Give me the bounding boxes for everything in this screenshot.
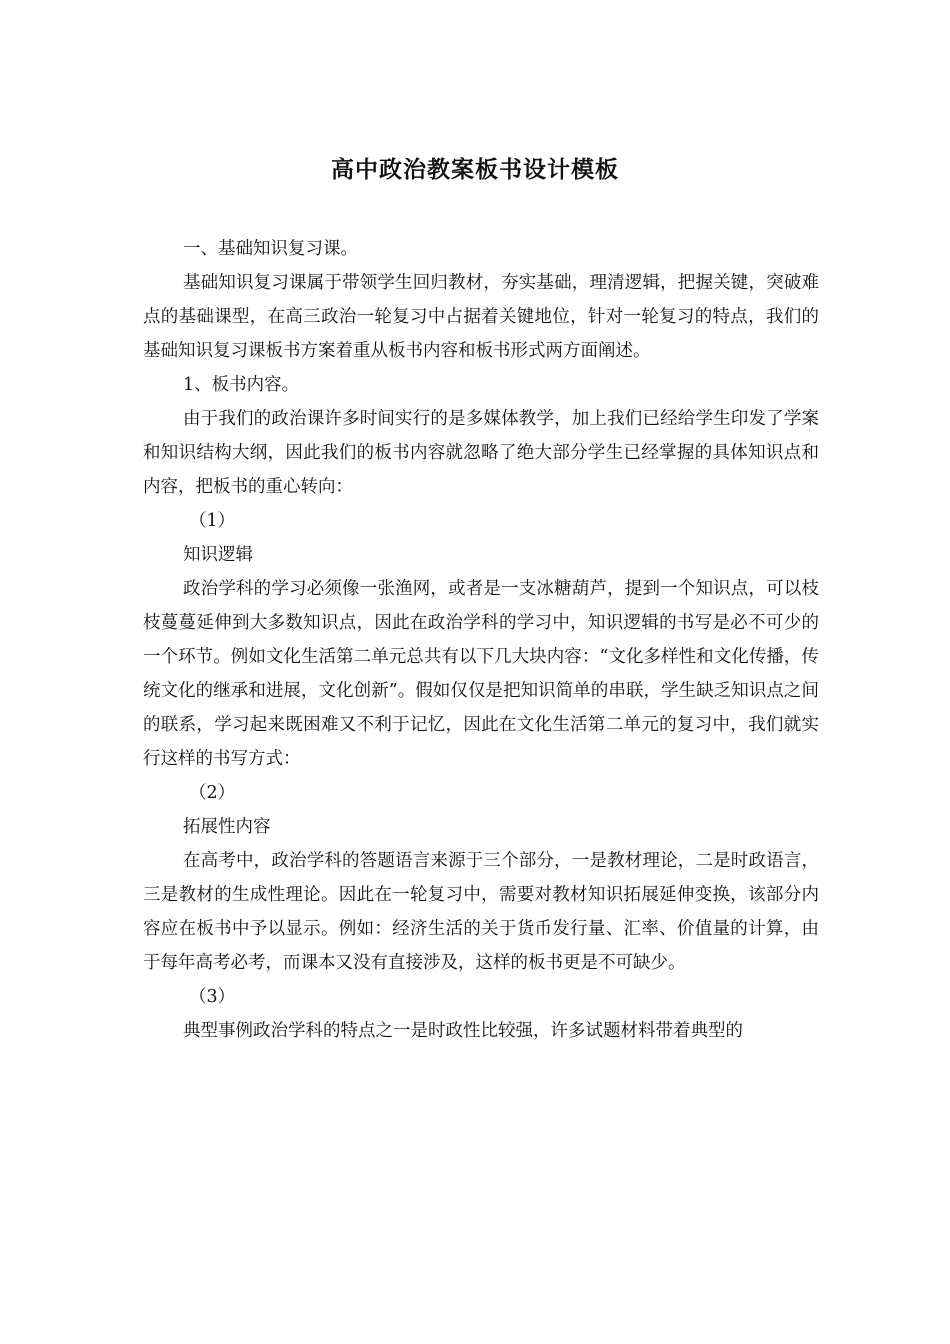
item-number-3: （3） <box>189 987 236 1007</box>
section-heading-review-class: 一、基础知识复习课。 <box>183 239 358 259</box>
document-title: 高中政治教案板书设计模板 <box>331 156 619 183</box>
paragraph-typical-examples: 典型事例政治学科的特点之一是时政性比较强，许多试题材料带着典型的 <box>183 1021 743 1041</box>
paragraph-board-content: 由于我们的政治课许多时间实行的是多媒体教学，加上我们已经给学生印发了学案和知识结构大纲，因此我们的板书内容就忽略了绝大部分学生已经掌握的具体知识点和内容，把板书的重心转向： <box>143 409 819 497</box>
item-number-2: （2） <box>189 783 236 803</box>
paragraph-knowledge-logic: 政治学科的学习必须像一张渔网，或者是一支冰糖葫芦，提到一个知识点，可以枝枝蔓蔓延伸到大多数知识点，因此在政治学科的学习中，知识逻辑的书写是必不可少的一个环节。例如文化生活第二单元总共有以下几大块内容：“文化多样性和文化传播，传统文化的继承和进展，文化创新”。假如仅仅是把知识简单的串联，学生缺乏知识点之间的联系，学习起来既困难又不利于记忆，因此在文化生活第二单元的复习中，我们就实行这样的书写方式： <box>143 579 819 769</box>
subheading-board-content: 1、板书内容。 <box>183 375 300 395</box>
paragraph-review-class-intro: 基础知识复习课属于带领学生回归教材，夯实基础，理清逻辑，把握关键，突破难点的基础课型，在高三政治一轮复习中占据着关键地位，针对一轮复习的特点，我们的基础知识复习课板书方案着重从板书内容和板书形式两方面阐述。 <box>143 273 819 361</box>
item-number-1: （1） <box>189 511 236 531</box>
item-heading-extended-content: 拓展性内容 <box>183 817 271 837</box>
paragraph-extended-content: 在高考中，政治学科的答题语言来源于三个部分，一是教材理论，二是时政语言，三是教材的生成性理论。因此在一轮复习中，需要对教材知识拓展延伸变换，该部分内容应在板书中予以显示。例如：经济生活的关于货币发行量、汇率、价值量的计算，由于每年高考必考，而课本又没有直接涉及，这样的板书更是不可缺少。 <box>143 851 819 973</box>
document-body <box>143 232 819 1048</box>
item-heading-knowledge-logic: 知识逻辑 <box>183 545 253 565</box>
